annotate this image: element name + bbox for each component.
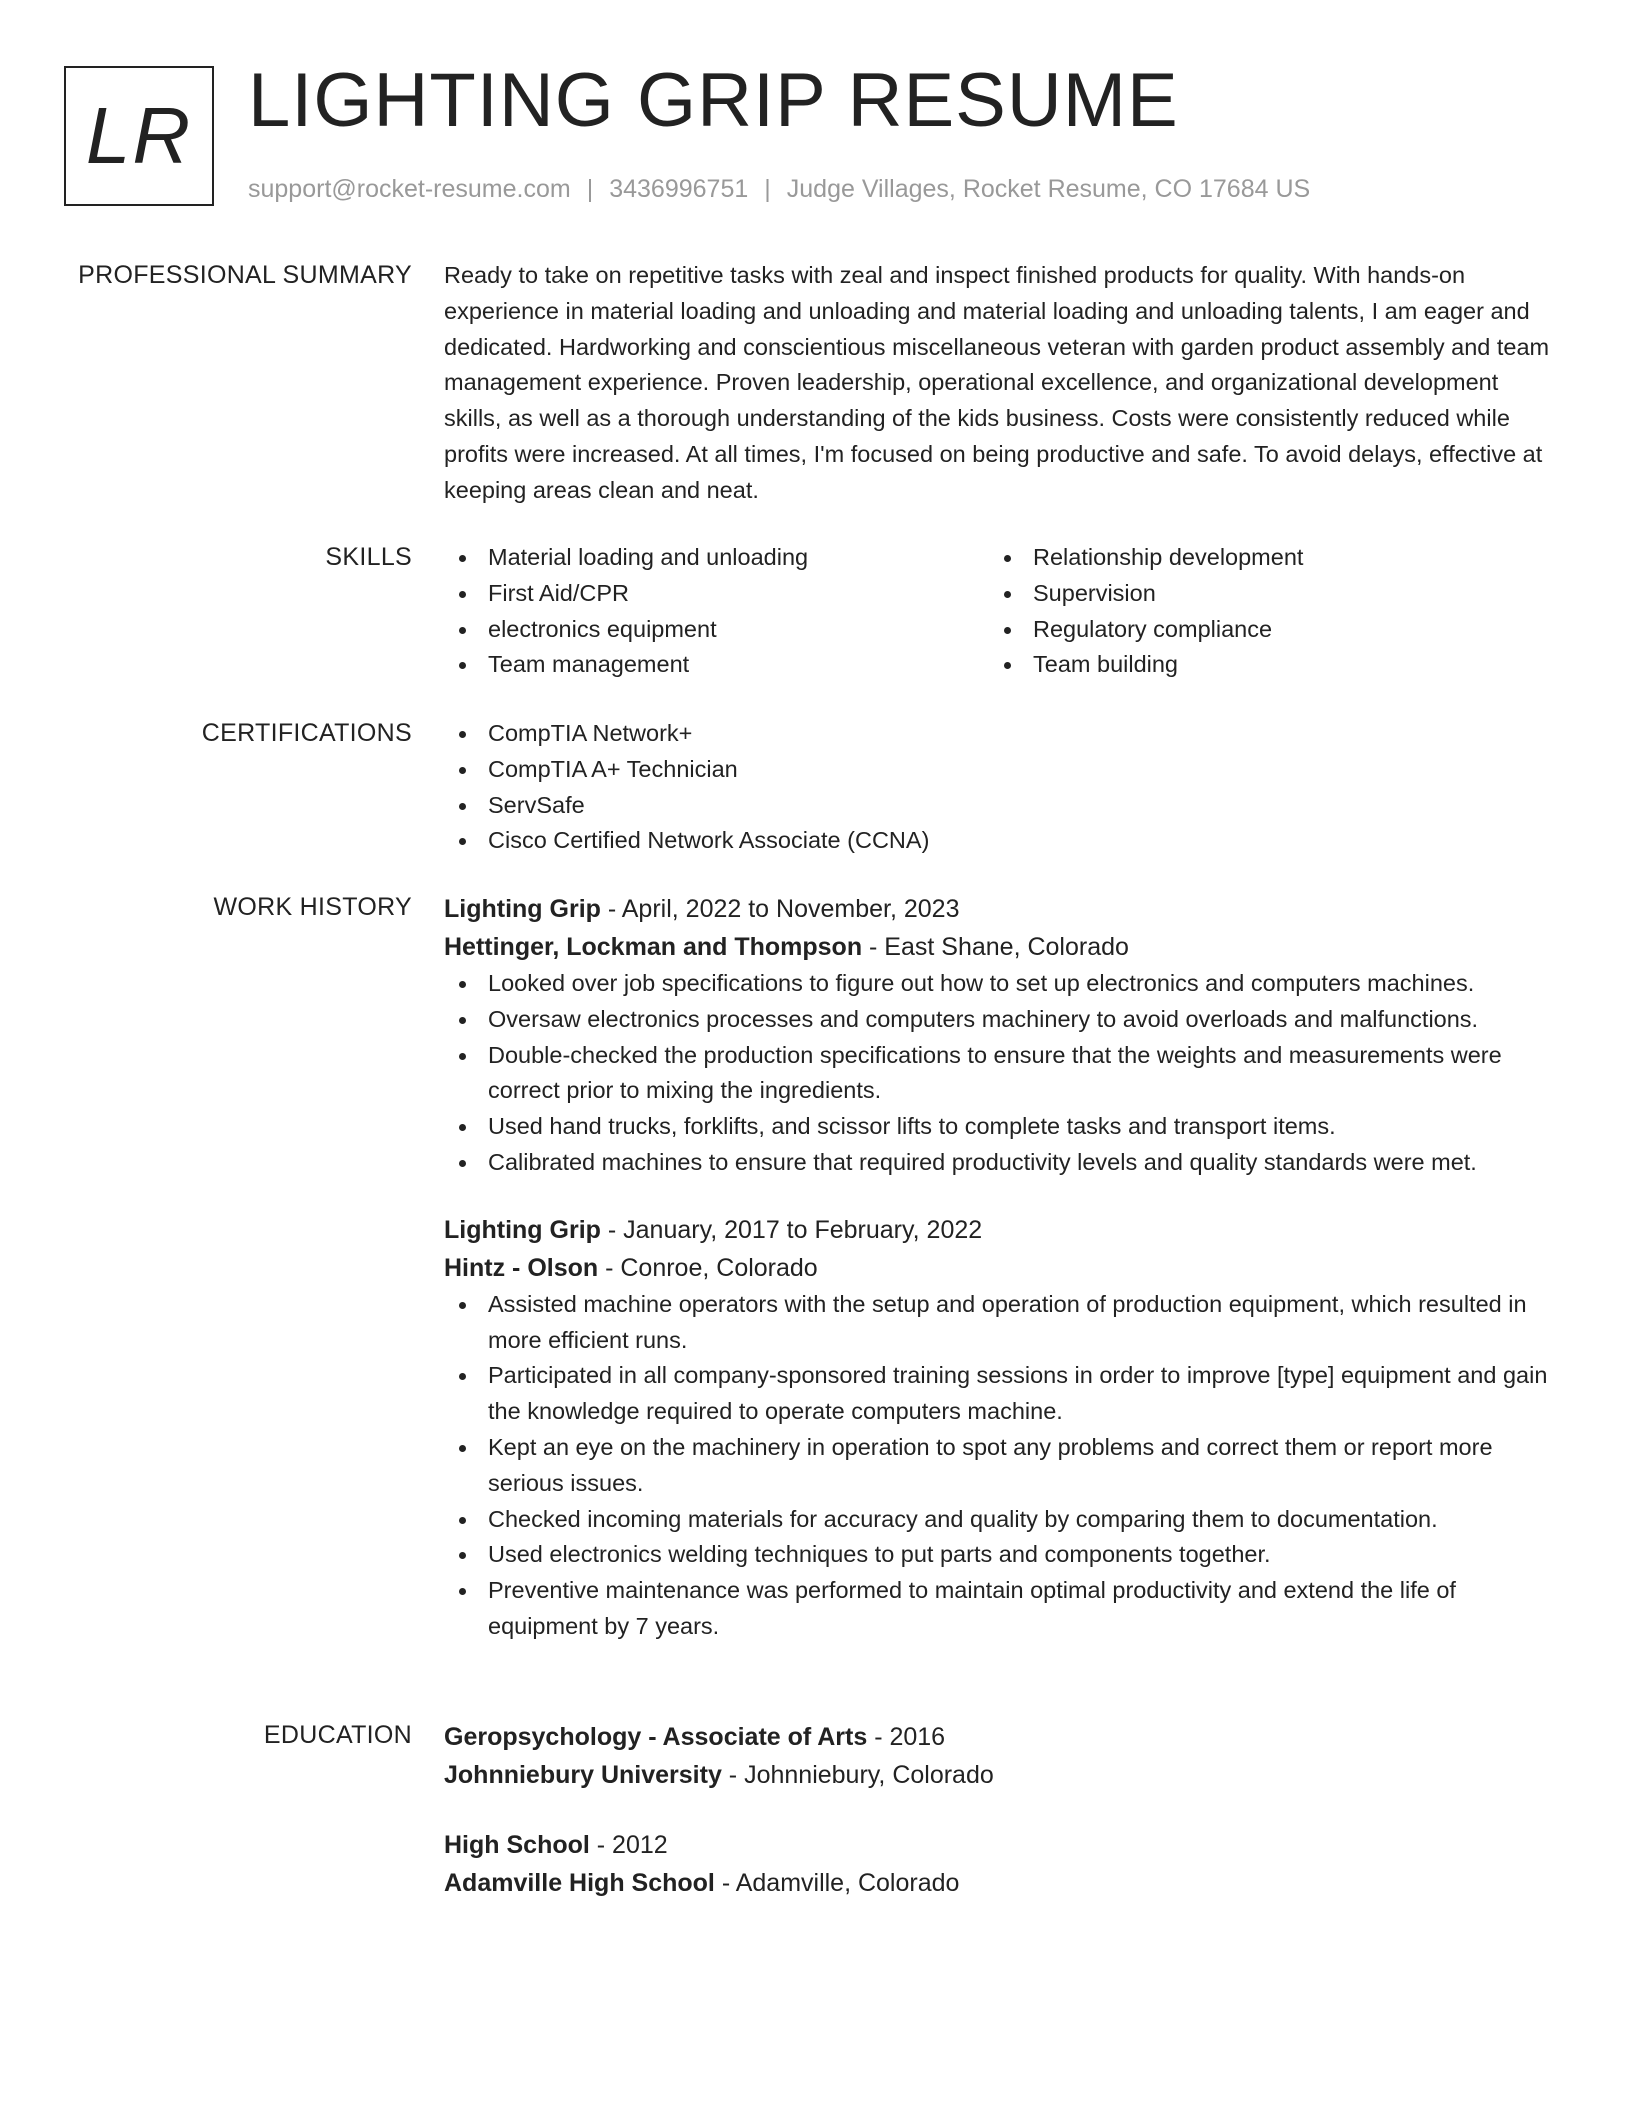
skill-item: Relationship development <box>989 540 1534 576</box>
job-dates: - April, 2022 to November, 2023 <box>600 895 960 923</box>
certifications-body <box>444 716 1560 859</box>
job-bullet: Checked incoming materials for accuracy and quality by comparing them to documentation. <box>444 1502 1560 1538</box>
certifications-list <box>444 716 1560 859</box>
graduation-year: - 2012 <box>589 1831 668 1859</box>
job-title-line <box>444 1211 1560 1249</box>
degree-line <box>444 1718 1560 1756</box>
school-line <box>444 1864 1560 1902</box>
skills-list-right <box>989 540 1534 683</box>
certification-item: ServSafe <box>444 788 1560 824</box>
summary-text: Ready to take on repetitive tasks with zeal and inspect finished products for quality. With hands-on experience in material loading and unloading and material loading and unloading talents, I am eager and dedicated. Hardworking and conscientious miscellaneous veteran with garden product assembly and team management experience. Proven leadership, operational excellence, and organizational development skills, as well as a thorough understanding of the kids business. Costs were consistently reduced while profits were increased. At all times, I'm focused on being productive and safe. To avoid delays, effective at keeping areas clean and neat. <box>444 262 1550 503</box>
certification-item: CompTIA A+ Technician <box>444 752 1560 788</box>
skill-item: electronics equipment <box>444 612 989 648</box>
job-company-line <box>444 928 1560 966</box>
school-location: - Adamville, Colorado <box>714 1869 960 1897</box>
job-bullets <box>444 966 1560 1181</box>
skill-item: Regulatory compliance <box>989 612 1534 648</box>
certification-item: Cisco Certified Network Associate (CCNA) <box>444 823 1560 859</box>
job-location: - East Shane, Colorado <box>862 933 1129 961</box>
job-bullet: Used electronics welding techniques to put parts and components together. <box>444 1537 1560 1573</box>
contact-line <box>248 172 1310 206</box>
education-entry <box>444 1718 1560 1794</box>
job-dates: - January, 2017 to February, 2022 <box>600 1215 983 1244</box>
job-entry <box>444 1211 1560 1645</box>
job-bullet: Preventive maintenance was performed to maintain optimal productivity and extend the life of equipment by 7 years. <box>444 1573 1560 1645</box>
school: Adamville High School <box>444 1869 715 1897</box>
skill-item: Team building <box>989 647 1534 683</box>
certification-item: CompTIA Network+ <box>444 716 1560 752</box>
job-bullet: Oversaw electronics processes and computers machinery to avoid overloads and malfunctions. <box>444 1002 1560 1038</box>
degree: High School <box>444 1831 590 1859</box>
job-bullet: Kept an eye on the machinery in operation to spot any problems and correct them or report more serious issues. <box>444 1430 1560 1502</box>
section-label: WORK HISTORY <box>213 893 412 921</box>
job-bullets <box>444 1287 1560 1645</box>
job-title: Lighting Grip <box>444 1215 601 1244</box>
degree-line <box>444 1826 1560 1864</box>
job-bullet: Used hand trucks, forklifts, and scissor lifts to complete tasks and transport items. <box>444 1109 1560 1145</box>
skills-body <box>444 540 1560 683</box>
job-bullet: Participated in all company-sponsored training sessions in order to improve [type] equipment and gain the knowledge required to operate computers machine. <box>444 1358 1560 1430</box>
email-text: support@rocket-resume.com <box>248 175 571 203</box>
job-company-line <box>444 1249 1560 1287</box>
job-title-line <box>444 890 1560 928</box>
separator: | <box>764 175 771 203</box>
section-label: CERTIFICATIONS <box>201 719 412 747</box>
address-text: Judge Villages, Rocket Resume, CO 17684 US <box>786 175 1311 203</box>
job-location: - Conroe, Colorado <box>598 1253 818 1282</box>
education-body <box>444 1718 1560 1902</box>
job-company: Hintz - Olson <box>444 1253 599 1282</box>
school-line <box>444 1756 1560 1794</box>
phone-text: 3436996751 <box>609 175 749 203</box>
job-bullet: Assisted machine operators with the setup and operation of production equipment, which resulted in more efficient runs. <box>444 1287 1560 1359</box>
job-company: Hettinger, Lockman and Thompson <box>444 933 863 961</box>
separator: | <box>586 175 594 203</box>
section-label: SKILLS <box>325 543 412 571</box>
job-entry <box>444 890 1560 1181</box>
skill-item: First Aid/CPR <box>444 576 989 612</box>
section-label: PROFESSIONAL SUMMARY <box>78 261 412 289</box>
skills-list-left <box>444 540 989 683</box>
job-bullet: Double-checked the production specifications to ensure that the weights and measurements were correct prior to mixing the ingredients. <box>444 1038 1560 1110</box>
job-bullet: Calibrated machines to ensure that required productivity levels and quality standards were met. <box>444 1145 1560 1181</box>
job-title: Lighting Grip <box>444 895 601 923</box>
graduation-year: - 2016 <box>867 1723 946 1751</box>
resume-title: LIGHTING GRIP RESUME <box>248 58 1179 143</box>
education-entry <box>444 1826 1560 1902</box>
skill-item: Supervision <box>989 576 1534 612</box>
school: Johnniebury University <box>444 1761 722 1789</box>
skill-item: Material loading and unloading <box>444 540 989 576</box>
monogram-logo: LR <box>64 66 214 206</box>
degree: Geropsychology - Associate of Arts <box>444 1723 868 1751</box>
school-location: - Johnniebury, Colorado <box>721 1761 994 1789</box>
skill-item: Team management <box>444 647 989 683</box>
summary-body <box>444 258 1560 509</box>
job-bullet: Looked over job specifications to figure out how to set up electronics and computers machines. <box>444 966 1560 1002</box>
section-label: EDUCATION <box>263 1721 412 1749</box>
work-history-body <box>444 890 1560 1645</box>
